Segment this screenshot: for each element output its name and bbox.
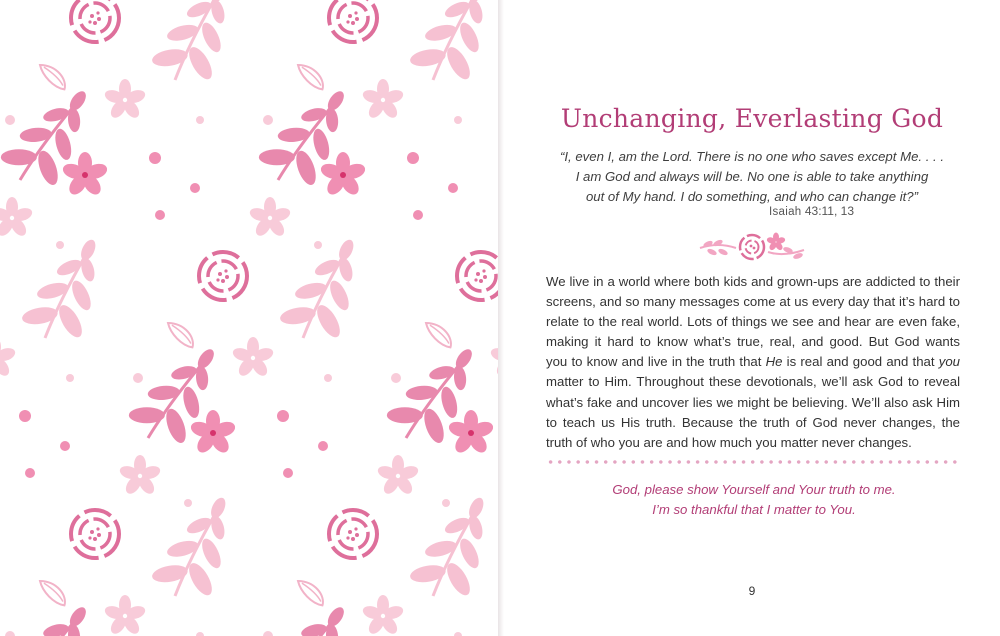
prayer-line: God, please show Yourself and Your truth to me. [612,482,896,497]
reference-book: Isaiah [769,206,802,218]
devotional-title: Unchanging, Everlasting God [560,104,944,133]
pattern-tile-row-2 [0,225,500,507]
scripture-verse [534,147,970,207]
body-line: relate to the real world. Lots of things we see and hear are even fake, [546,314,960,330]
body-line: making it hard to know what’s true, real, and good. But God wants [546,334,960,350]
body-text-segment: you to know and live in the truth that [546,354,766,370]
pattern-tile-row-1 [0,0,500,249]
floral-divider-icon [692,230,812,264]
prayer-line: I’m so thankful that I matter to You. [652,502,856,517]
verse-line: I am God and always will be. No one is able to take anything [575,169,929,184]
page-number: 9 [748,584,756,598]
body-line: matter to Him. Throughout these devotionals, we’ll ask God to reveal [546,374,960,390]
devotional-text-page [504,0,1000,636]
verse-line: “I, even I, am the Lord. There is no one who saves except Me. . . . [559,149,945,164]
reference-chapter-verse: 43:11, 13 [804,204,854,218]
body-line: to teach us His truth. Because the truth of God never changes, the [546,414,960,430]
body-line: what’s fake and uncover lies we might be believing. We’ll also ask Him [546,394,960,410]
emphasis-you: you [938,354,961,370]
dotted-divider [546,460,960,464]
closing-prayer [544,480,964,520]
body-line: screens, and so many messages come at us every day that it’s hard to [546,294,960,310]
emphasis-he: He [765,354,783,370]
devotional-body [546,272,960,453]
pattern-tile-row-3 [0,483,500,636]
verse-line: out of My hand. I do something, and who can change it?” [585,189,919,204]
scripture-reference [694,204,854,218]
body-line [546,352,960,372]
body-line: truth of who you are and how much you matter never changes. [546,434,912,450]
body-line: We live in a world where both kids and grown-ups are addicted to their [546,274,960,289]
body-text-segment: is real and good and that [782,354,939,370]
